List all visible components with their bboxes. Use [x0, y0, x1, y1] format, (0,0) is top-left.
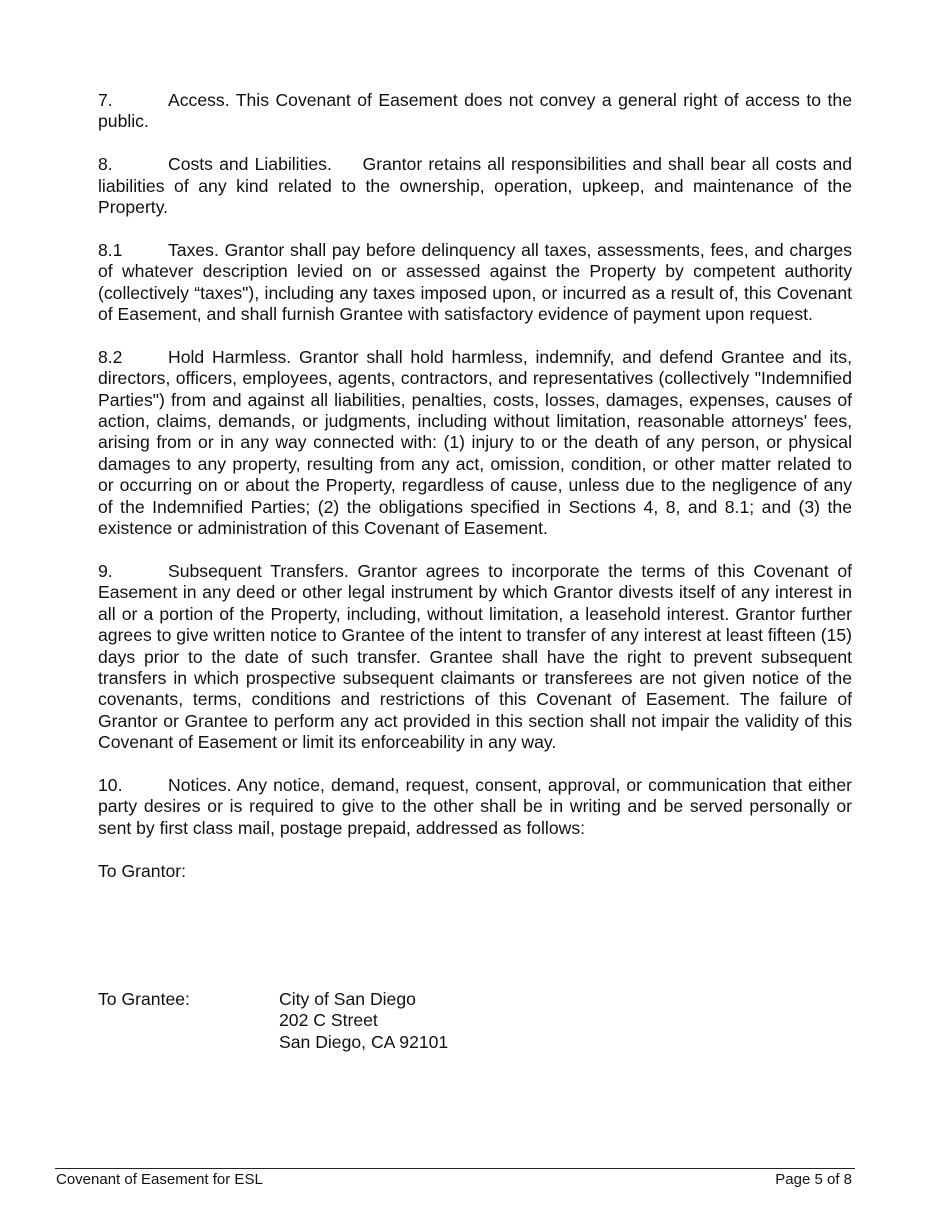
section-number: 10. — [98, 774, 123, 795]
section-number: 8. — [98, 154, 113, 175]
section-number: 9. — [98, 560, 113, 581]
section-10 — [98, 775, 852, 839]
section-text: Taxes. Grantor shall pay before delinquency all taxes, assessments, fees, and charges of whatever description levied on or assessed against the Property by competent authority (collectively “taxes"), including any taxes imposed upon, or incurred as a result of, this Covenant of Easement, and shall furnish Grantee with satisfactory evidence of payment upon request. — [98, 239, 852, 325]
grantee-address — [279, 989, 448, 1053]
section-number: 7. — [98, 90, 113, 110]
grantee-address-line: 202 C Street — [279, 1010, 378, 1031]
section-8-1 — [98, 240, 852, 326]
grantee-address-block — [98, 989, 852, 1095]
section-text: Costs and Liabilities. Grantor retains all responsibilities and shall bear all costs and liabilities of any kind related to the ownership, operation, upkeep, and maintenance of the Property. — [98, 154, 857, 218]
section-text: Access. This Covenant of Easement does not convey a general right of access to the public. — [98, 90, 852, 132]
section-number: 8.1 — [98, 239, 123, 260]
section-8-2 — [98, 347, 852, 540]
grantee-address-line: City of San Diego — [279, 988, 416, 1009]
section-text: Notices. Any notice, demand, request, consent, approval, or communication that either party desires or is required to give to the other shall be in writing and be served personally or sent by first class mail, postage prepaid, addressed as follows: — [98, 774, 852, 838]
footer-page-number: Page 5 of 8 — [775, 1171, 852, 1188]
section-text: Subsequent Transfers. Grantor agrees to incorporate the terms of this Covenant of Easement in any deed or other legal instrument by which Grantor divests itself of any interest in all or a portion of the Property, including, without limitation, a leasehold interest. Grantor further agrees to give written notice to Grantee of the intent to transfer of any interest at least fifteen (15) days prior to the date of such transfer. Grantee shall have the right to prevent subsequent transfers in which prospective subsequent claimants or transferees are not given notice of the covenants, terms, conditions and restrictions of this Covenant of Easement. The failure of Grantor or Grantee to perform any act provided in this section shall not impair the validity of this Covenant of Easement or limit its enforceability in any way. — [98, 560, 853, 753]
to-grantor-label: To Grantor: — [98, 860, 187, 881]
section-number: 8.2 — [98, 346, 123, 367]
section-text: Hold Harmless. Grantor shall hold harmless, indemnify, and defend Grantee and its, directors, officers, employees, agents, contractors, and representatives (collectively "Indemnified Parties") from and against all liabilities, penalties, costs, losses, damages, expenses, causes of action, claims, demands, or judgments, including without limitation, reasonable attorneys' fees, arising from or in any way connected with: (1) injury to or the death of any person, or physical damages to any property, resulting from any act, omission, condition, or other matter related to or occurring on or about the Property, regardless of cause, unless due to the negligence of any of the Indemnified Parties; (2) the obligations specified in Sections 4, 8, and 8.1; and (3) the existence or administration of this Covenant of Easement. — [98, 346, 852, 539]
footer-document-title: Covenant of Easement for ESL — [56, 1171, 263, 1188]
page-body — [98, 90, 857, 1095]
section-7 — [98, 90, 852, 133]
grantee-address-line: San Diego, CA 92101 — [279, 1031, 449, 1052]
footer-divider — [55, 1168, 855, 1169]
section-8 — [98, 154, 857, 218]
section-9 — [98, 561, 852, 754]
to-grantee-label: To Grantee: — [98, 988, 190, 1009]
